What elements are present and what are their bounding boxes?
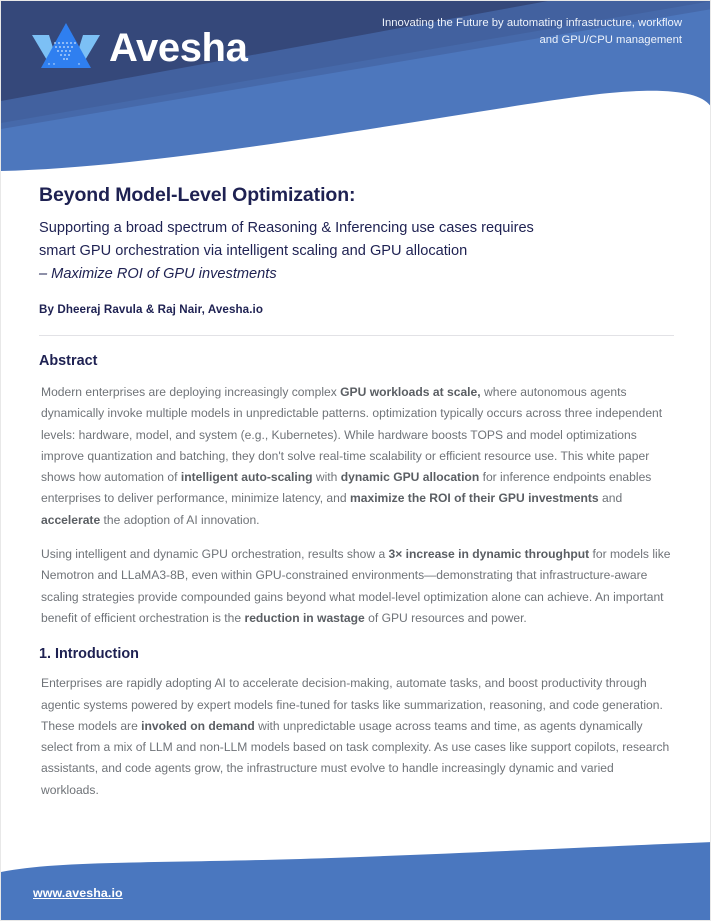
abstract-paragraph-1: Modern enterprises are deploying increasingly complex GPU workloads at scale, where autonomous agents dynamically invoke multiple models in unpredictable patterns. optimization typically occurs across three independent levels: hardware, model, and system (e.g., Kubernetes). While hardware boosts TOPS and model optimizations improve quantization and batching, they don't solve real-time scalability or efficient resource use. This white paper shows how automation of intelligent auto-scaling with dynamic GPU allocation for inference endpoints enables enterprises to deliver performance, minimize latency, and maximize the ROI of their GPU investments and accelerate the adoption of AI innovation. <box>41 385 663 527</box>
document-body <box>1 176 711 801</box>
footer-background-shape <box>1 840 711 920</box>
page-title: Beyond Model-Level Optimization: <box>39 184 356 206</box>
document-subtitle <box>39 217 674 286</box>
header-tagline <box>290 15 682 49</box>
logo[interactable] <box>29 17 247 79</box>
subtitle-line-2: smart GPU orchestration via intelligent scaling and GPU allocation <box>39 243 468 259</box>
page-header <box>1 1 711 176</box>
subtitle-line-1: Supporting a broad spectrum of Reasoning & Inferencing use cases requires <box>39 220 534 236</box>
introduction-heading: 1. Introduction <box>39 646 139 663</box>
logo-wordmark: Avesha <box>109 26 248 70</box>
abstract-paragraph-2: Using intelligent and dynamic GPU orchestration, results show a 3× increase in dynamic throughput for models like Nemotron and LLaMA3-8B, even within GPU-constrained environments—demonstrating that infrastructure-aware scaling strategies provide compounded gains beyond what model-level optimization alone can achieve. An important benefit of efficient orchestration is the reduction in wastage of GPU resources and power. <box>41 547 671 625</box>
tagline-line-2: and GPU/CPU management <box>539 34 682 46</box>
byline: By Dheeraj Ravula & Raj Nair, Avesha.io <box>39 303 264 316</box>
subtitle-line-3: – Maximize ROI of GPU investments <box>39 266 277 282</box>
introduction-paragraph-1: Enterprises are rapidly adopting AI to accelerate decision-making, automate tasks, and boost productivity through agentic systems powered by expert models fine-tuned for tasks like summarization, reasoning, and code generation. These models are invoked on demand with unpredictable usage across teams and time, as agents dynamically select from a mix of LLM and non-LLM models based on task complexity. As use cases like support copilots, research assistants, and code agents grow, the infrastructure must evolve to handle increasingly dynamic and varied workloads. <box>41 676 670 797</box>
abstract-heading: Abstract <box>39 353 98 369</box>
page-footer <box>1 840 711 920</box>
avesha-crown-icon <box>29 17 107 79</box>
website-link[interactable]: www.avesha.io <box>33 886 123 900</box>
tagline-line-1: Innovating the Future by automating infrastructure, workflow <box>381 17 682 29</box>
byline-divider <box>39 335 674 336</box>
